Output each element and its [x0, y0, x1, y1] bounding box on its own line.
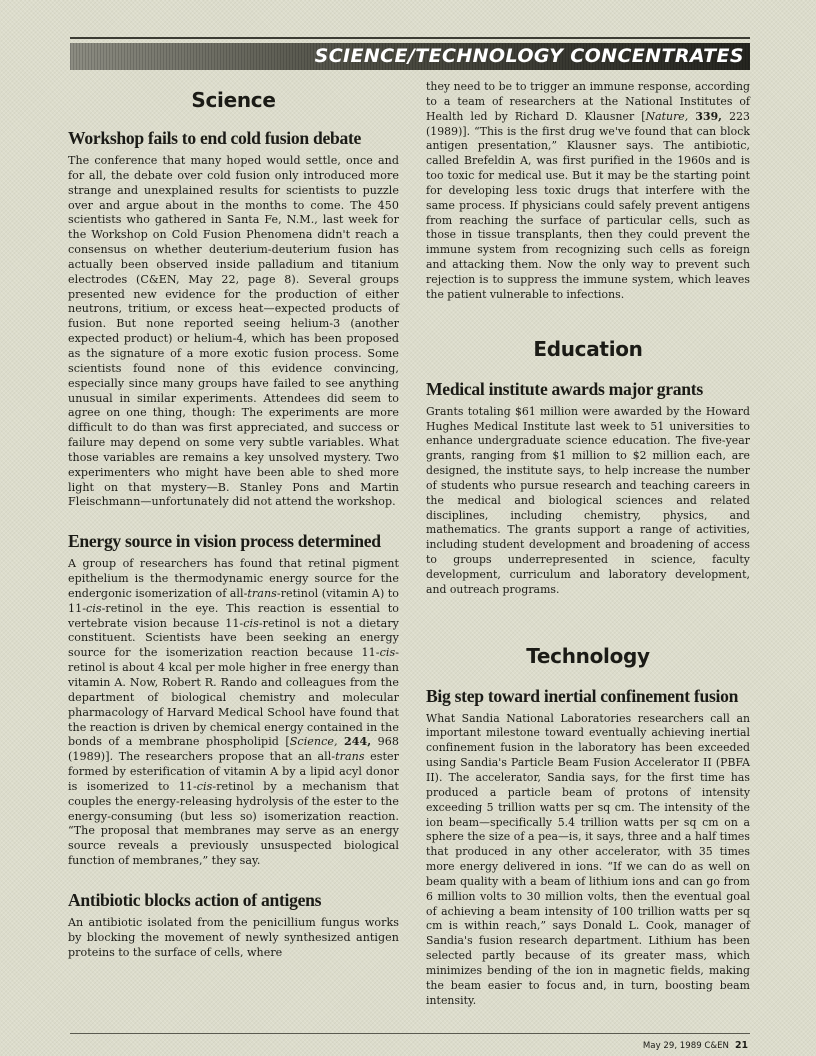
article-headline: Medical institute awards major grants [426, 378, 703, 399]
article-cold-fusion [68, 128, 399, 510]
italic-text: cis [196, 779, 213, 793]
article-antibiotic [68, 890, 399, 961]
italic-text: cis [243, 616, 259, 630]
italic-text: trans [335, 750, 365, 764]
section-heading-technology: Technology [526, 643, 650, 668]
right-column [426, 80, 750, 1009]
article-body: A group of researchers has found that retinal pigment epithelium is the thermodynamic energy source for the endergonic isomerization of all-trans-retinol (vitamin A) to 11-cis-retinol in the eye. This reaction is essential to vertebrate vision because 11-cis-retinol is not a dietary constituent. Scientists have been seeking an energy source for the isomerization reaction because 11-cis-retinol is about 4 kcal per mole higher in free energy than vitamin A. Now, Robert R. Rando and colleagues from the department of biological chemistry and molecular pharmacology of Harvard Medical School have found that the reaction is driven by chemical energy contained in the bonds of a membrane phospholipid [Science, 244, 968 (1989)]. The researchers propose that an all-trans ester formed by esterification of vitamin A by a lipid acyl donor is isomerized to 11-cis-retinol by a mechanism that couples the energy-releasing hydrolysis of the ester to the energy-consuming (but less so) isomerization reaction. “The proposal that membranes may serve as an energy source reveals a previously unsuspected biological function of membranes,” they say. [68, 557, 399, 868]
section-banner [70, 43, 750, 70]
banner-title: SCIENCE/TECHNOLOGY CONCENTRATES [314, 45, 744, 67]
italic-text: Science, [289, 735, 338, 749]
article-grants [426, 379, 750, 598]
section-heading-science: Science [191, 88, 276, 112]
article-vision [68, 531, 399, 869]
article-headline: Workshop fails to end cold fusion debate [68, 128, 362, 148]
article-body: What Sandia National Laboratories researchers call an important milestone toward eventually achieving inertial confinement fusion in the laboratory has been exceeded using Sandia's Particle Beam Fusion Accelerator II (PBFA II). The accelerator, Sandia says, for the first time has produced a particle beam of protons of intensity exceeding 5 trillion watts per sq cm. The intensity of the ion beam—specifically 5.4 trillion watts per sq cm on a sphere the size of a pea—is, it says, three and a half times that produced in any other accelerator, with 35 times more energy delivered in ions. “If we can do as well on beam quality with a beam of lithium ions and can go from 6 million volts to 30 million volts, then the eventual goal of achieving a beam intensity of 100 trillion watts per sq cm is within reach,” says Donald L. Cook, manager of Sandia's fusion research department. Lithium has been selected partly because of its greater mass, which minimizes bending of the ion in magnetic fields, making the beam easier to focus and, in turn, boosting beam intensity. [426, 711, 750, 1007]
bold-text: 244, [344, 735, 372, 749]
italic-text: cis [86, 601, 102, 615]
article-headline: Big step toward inertial confinement fusion [426, 685, 739, 706]
article-headline: Antibiotic blocks action of antigens [68, 889, 322, 910]
italic-text: trans [247, 586, 277, 600]
article-body: Grants totaling $61 million were awarded by the Howard Hughes Medical Institute last week to 51 universities to enhance undergraduate science education. The five-year grants, ranging from $1 million to $2 million each, are designed, the institute says, to help increase the number of students who pursue research and teaching careers in the medical and biological sciences and related disciplines, including chemistry, physics, and mathematics. The grants support a range of activities, including student development and broadening of access to groups underrepresented in science, faculty development, curriculum and laboratory development, and outreach programs. [426, 404, 750, 596]
article-body: An antibiotic isolated from the penicillium fungus works by blocking the movement of newly synthesized antigen proteins to the surface of cells, where [68, 915, 399, 959]
section-heading-education: Education [533, 336, 643, 361]
footer-date: May 29, 1989 C&EN [642, 1041, 729, 1051]
article-body-continued: they need to be to trigger an immune response, according to a team of researchers at the National Institutes of Health led by Richard D. Klausner [Nature, 339, 223 (1989)]. “This is the first drug we've found that can block antigen presentation,” Klausner says. The antibiotic, called Brefeldin A, was first purified in the 1960s and is too toxic for medical use. But it may be the starting point for developing less toxic drugs that interfere with the same process. If physicians could safely prevent antigens from reaching the surface of particular cells, such as those in tissue transplants, then they could prevent the immune system from recognizing such cells as foreign and attacking them. Now the only way to prevent such rejection is to suppress the immune system, which leaves the patient vulnerable to infections. [426, 80, 750, 301]
page-footer [643, 1040, 748, 1051]
article-headline: Energy source in vision process determined [68, 531, 381, 552]
left-column [68, 84, 399, 961]
article-fusion [426, 686, 750, 1009]
italic-text: cis [379, 646, 396, 660]
page-number: 21 [734, 1040, 748, 1051]
top-rule [70, 37, 750, 39]
bottom-rule [70, 1033, 750, 1034]
bold-text: 339, [695, 109, 723, 123]
article-body: The conference that many hoped would settle, once and for all, the debate over cold fusion only introduced more strange and unexplained results for scientists to puzzle over and argue about in the months to come. The 450 scientists who gathered in Santa Fe, N.M., last week for the Workshop on Cold Fusion Phenomena didn't reach a consensus on whether deuterium-deuterium fusion has actually been observed inside palladium and titanium electrodes (C&EN, May 22, page 8). Several groups presented new evidence for the production of either neutrons, tritium, or excess heat—expected products of fusion. But none reported seeing helium-3 (another expected product) or helium-4, which has been proposed as the signature of a more exotic fusion process. Some scientists found none of this evidence convincing, especially since many groups have failed to see anything unusual in similar experiments. Attendees did seem to agree on one thing, though: The experiments are more difficult to do than was first appreciated, and success or failure may depend on some very subtle variables. What those variables are remains a key unsolved mystery. Two experimenters who might have been able to shed more light on that mystery—B. Stanley Pons and Martin Fleischmann—unfortunately did not attend the workshop. [68, 154, 399, 509]
italic-text: Nature, [645, 109, 689, 123]
